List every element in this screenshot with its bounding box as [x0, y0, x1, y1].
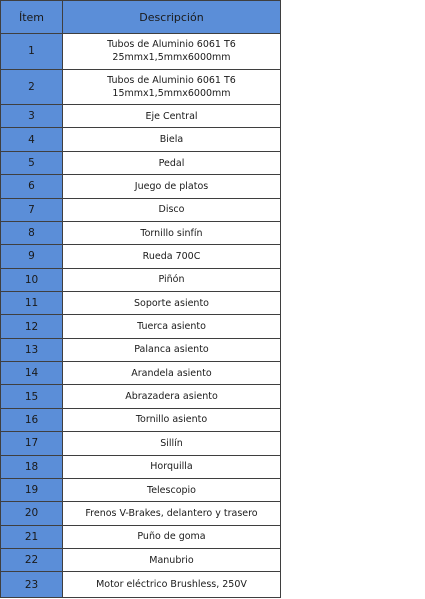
item-number-cell: 21 — [1, 525, 63, 548]
description-cell — [63, 502, 281, 525]
item-number-cell: 9 — [1, 245, 63, 268]
item-number-cell: 13 — [1, 338, 63, 361]
table-row — [1, 105, 281, 128]
item-number-cell: 8 — [1, 221, 63, 244]
table-row — [1, 362, 281, 385]
table-header — [1, 1, 281, 34]
description-line: Soporte asiento — [134, 297, 209, 309]
description-line: Rueda 700C — [142, 250, 201, 262]
item-number-cell: 22 — [1, 548, 63, 571]
table-row — [1, 221, 281, 244]
description-cell — [63, 408, 281, 431]
description-line: Manubrio — [149, 554, 194, 566]
table-row — [1, 408, 281, 431]
table-row — [1, 502, 281, 525]
description-cell — [63, 385, 281, 408]
item-number-cell: 7 — [1, 198, 63, 221]
item-column-header: Ítem — [1, 1, 63, 34]
description-line: 15mmx1,5mmx6000mm — [112, 87, 231, 99]
description-line: Frenos V-Brakes, delantero y trasero — [85, 507, 258, 519]
description-line: 25mmx1,5mmx6000mm — [112, 52, 231, 64]
description-cell — [63, 128, 281, 151]
description-line: Horquilla — [150, 461, 193, 473]
description-line: Tubos de Aluminio 6061 T6 — [107, 39, 236, 51]
table-row — [1, 478, 281, 501]
description-cell — [63, 198, 281, 221]
description-line: Piñón — [158, 274, 185, 286]
description-cell — [63, 34, 281, 70]
table-row — [1, 315, 281, 338]
description-cell — [63, 292, 281, 315]
table-row — [1, 548, 281, 571]
table-row — [1, 128, 281, 151]
item-number-cell: 12 — [1, 315, 63, 338]
description-cell — [63, 478, 281, 501]
description-cell — [63, 525, 281, 548]
table-row — [1, 572, 281, 598]
item-number-cell: 3 — [1, 105, 63, 128]
description-line: Palanca asiento — [134, 344, 209, 356]
table-row — [1, 151, 281, 174]
description-line: Juego de platos — [134, 180, 209, 192]
table-row — [1, 292, 281, 315]
item-number-cell: 4 — [1, 128, 63, 151]
description-line: Arandela asiento — [131, 367, 212, 379]
table-row — [1, 268, 281, 291]
description-cell — [63, 151, 281, 174]
item-number-cell: 5 — [1, 151, 63, 174]
description-cell — [63, 455, 281, 478]
description-line: Puño de goma — [137, 531, 206, 543]
description-line: Tornillo sinfín — [140, 227, 203, 239]
table-row — [1, 385, 281, 408]
item-number-cell: 20 — [1, 502, 63, 525]
item-number-cell: 15 — [1, 385, 63, 408]
item-number-cell: 6 — [1, 175, 63, 198]
table-body — [1, 34, 281, 598]
table-row — [1, 34, 281, 70]
item-number-cell: 19 — [1, 478, 63, 501]
table-row — [1, 245, 281, 268]
description-cell — [63, 362, 281, 385]
description-line: Tornillo asiento — [135, 414, 208, 426]
description-column-header: Descripción — [63, 1, 281, 34]
description-line: Biela — [159, 134, 184, 146]
description-cell — [63, 221, 281, 244]
description-cell — [63, 245, 281, 268]
description-cell — [63, 69, 281, 105]
item-number-cell: 10 — [1, 268, 63, 291]
table-row — [1, 432, 281, 455]
item-number-cell: 23 — [1, 572, 63, 598]
description-line: Pedal — [158, 157, 185, 169]
description-cell — [63, 315, 281, 338]
description-line: Tubos de Aluminio 6061 T6 — [107, 74, 236, 86]
table-row — [1, 175, 281, 198]
description-line: Tuerca asiento — [137, 321, 206, 333]
description-cell — [63, 338, 281, 361]
description-cell — [63, 548, 281, 571]
description-cell — [63, 268, 281, 291]
item-number-cell: 18 — [1, 455, 63, 478]
table-row — [1, 455, 281, 478]
description-line: Disco — [158, 204, 185, 216]
description-line: Motor eléctrico Brushless, 250V — [96, 579, 247, 591]
item-number-cell: 16 — [1, 408, 63, 431]
table-row — [1, 69, 281, 105]
description-cell — [63, 175, 281, 198]
description-cell — [63, 572, 281, 598]
table-row — [1, 198, 281, 221]
description-line: Eje Central — [145, 110, 198, 122]
description-line: Abrazadera asiento — [125, 391, 218, 403]
item-number-cell: 17 — [1, 432, 63, 455]
header-row — [1, 1, 281, 34]
description-line: Telescopio — [147, 484, 196, 496]
item-number-cell: 2 — [1, 69, 63, 105]
description-cell — [63, 432, 281, 455]
description-cell — [63, 105, 281, 128]
table-row — [1, 338, 281, 361]
table-row — [1, 525, 281, 548]
description-line: Sillín — [160, 437, 183, 449]
item-number-cell: 1 — [1, 34, 63, 70]
item-number-cell: 11 — [1, 292, 63, 315]
item-number-cell: 14 — [1, 362, 63, 385]
